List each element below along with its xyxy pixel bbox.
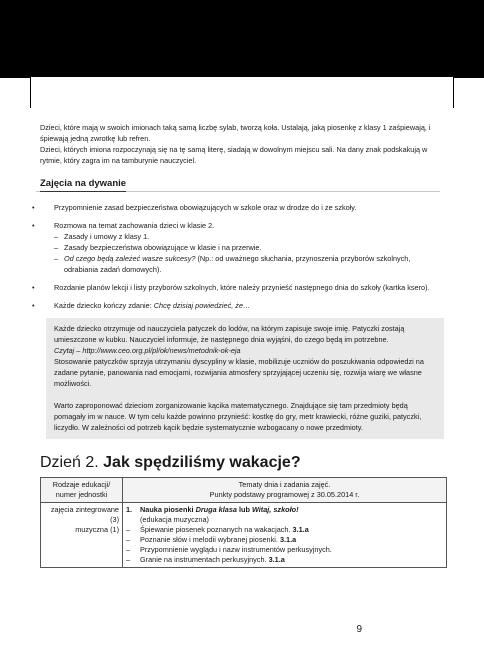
- day-prefix: Dzień 2.: [40, 454, 104, 471]
- crop-mark-right: [453, 77, 484, 108]
- column-header-education: Rodzaje edukacji/ numer jednostki: [41, 478, 123, 503]
- curriculum-code: 3.1.a: [268, 555, 285, 564]
- list-item-text: Rozmowa na temat zachowania dzieci w klasie 2.: [54, 221, 215, 230]
- education-type: zajęcia zintegrowane (3): [50, 505, 119, 524]
- table-row: [41, 503, 447, 568]
- list-item: • Przypomnienie zasad bezpieczeństwa obowiązujących w szkole oraz w drodze do i ze szkoły.: [40, 202, 440, 213]
- resource-link-text: Czytaj – http://www.ceo.org.pl/pl/ok/news/metodnik-ok-eja: [54, 346, 241, 355]
- topic-title: [126, 505, 443, 515]
- question-text: Od czego będą zależeć wasze sukcesy?: [64, 254, 196, 263]
- column-header-line: Tematy dnia i zadania zajęć.: [238, 480, 331, 489]
- answer-text: (Np.: od uważnego słuchania, przynoszenia przyborów szkolnych, odrabiania zadań domowych).: [64, 254, 411, 274]
- task-list: [126, 525, 443, 565]
- top-black-band: [0, 0, 484, 77]
- topics-cell: [123, 503, 447, 568]
- task-item: [126, 555, 443, 565]
- page-number: 9: [356, 624, 362, 635]
- activity-list: [40, 202, 440, 311]
- day-topic: Jak spędziliśmy wakacje?: [103, 454, 301, 471]
- task-text: Granie na instrumentach perkusyjnych.: [140, 555, 269, 564]
- topic-title-text: lub: [236, 505, 252, 514]
- task-text: Przypomnienie wyglądu i nazw instrumentów perkusyjnych.: [140, 545, 332, 554]
- sub-list-item: – Zasady bezpieczeństwa obowiązujące w klasie i na przerwie.: [54, 242, 440, 253]
- education-type: muzyczna (1): [75, 525, 119, 534]
- day-title: [40, 453, 440, 473]
- list-item: [40, 220, 440, 275]
- intro-paragraph: Dzieci, których imiona rozpoczynają się na tę samą literę, siadają w dowolnym miejscu sali. Na dany znak podskakują w rytmie, który zagra im na tamburynie nauczyciel.: [40, 145, 428, 165]
- task-text: Śpiewanie piosenek poznanych na wakacjach.: [140, 525, 293, 534]
- column-header-line: Punkty podstawy programowej z 30.05.2014 r.: [209, 490, 360, 499]
- curriculum-code: 3.1.a: [292, 525, 309, 534]
- resource-link[interactable]: [54, 345, 438, 356]
- task-item: [126, 545, 443, 555]
- column-header-topics: [123, 478, 447, 503]
- lesson-plan-table: [40, 477, 447, 568]
- intro-paragraph: Dzieci, które mają w swoich imionach taką samą liczbę sylab, tworzą koła. Ustalają, jaką piosenkę z klasy 1 zaśpiewają, i śpiewają jedną zwrotkę lub refren.: [40, 123, 431, 143]
- task-item: [126, 525, 443, 535]
- song-title: Druga klasa: [195, 505, 237, 514]
- topic-subtitle: (edukacja muzyczna): [140, 515, 209, 524]
- task-text: Poznanie słów i melodii wybranej piosenki.: [140, 535, 280, 544]
- sub-list-item: – Zasady i umowy z klasy 1.: [54, 231, 440, 242]
- sub-list: [54, 231, 440, 275]
- intro-text: [40, 122, 440, 166]
- teacher-note-box: [46, 318, 444, 439]
- note-paragraph: Warto zaproponować dzieciom zorganizowanie kącika matematycznego. Znajdujące się tam przedmioty będą pomagały im w nauce. W tym celu każde powinno przynieść: kostkę do gry, metr krawiecki, różne guziki, patyczki, liczydło. W zależności od potrzeb kącik będzie systematycznie wzbogacany o nowe przedmioty.: [54, 401, 422, 432]
- list-item: [40, 300, 440, 311]
- sentence-starter: Chcę dzisiaj powiedzieć, że…: [153, 301, 251, 310]
- table-header-row: [41, 478, 447, 503]
- education-type-cell: [41, 503, 123, 568]
- list-item: • Rozdanie planów lekcji i listy przyborów szkolnych, które należy przynieść następnego dnia do szkoły (kartka ksero).: [40, 282, 440, 293]
- note-paragraph: Stosowanie patyczków sprzyja utrzymaniu dyscypliny w klasie, mobilizuje uczniów do poszukiwania odpowiedzi na zadane pytanie, panowania nad emocjami, rozwijania atmosfery sprzyjającej uczeniu się, rozwija wiarę we własne możliwości.: [54, 357, 424, 388]
- sub-list-item: [54, 253, 440, 275]
- section-heading: Zajęcia na dywanie: [40, 178, 126, 192]
- task-item: [126, 535, 443, 545]
- page-content: [40, 122, 440, 568]
- spacer: [54, 389, 438, 400]
- song-title: Witaj, szkoło!: [251, 505, 299, 514]
- list-item-text: Każde dziecko kończy zdanie:: [54, 301, 154, 310]
- crop-mark-left: [0, 77, 31, 108]
- topic-number: 1.: [126, 505, 133, 514]
- curriculum-code: 3.1.a: [279, 535, 297, 544]
- topic-title-text: Nauka piosenki: [140, 505, 196, 514]
- note-paragraph: Każde dziecko otrzymuje od nauczyciela patyczek do lodów, na którym zapisuje swoje imię. Patyczki zostają umieszczone w kubku. Nauczyciel informuje, że następnego dnia wyjąśni, do czego będą im potrzebne.: [54, 324, 405, 344]
